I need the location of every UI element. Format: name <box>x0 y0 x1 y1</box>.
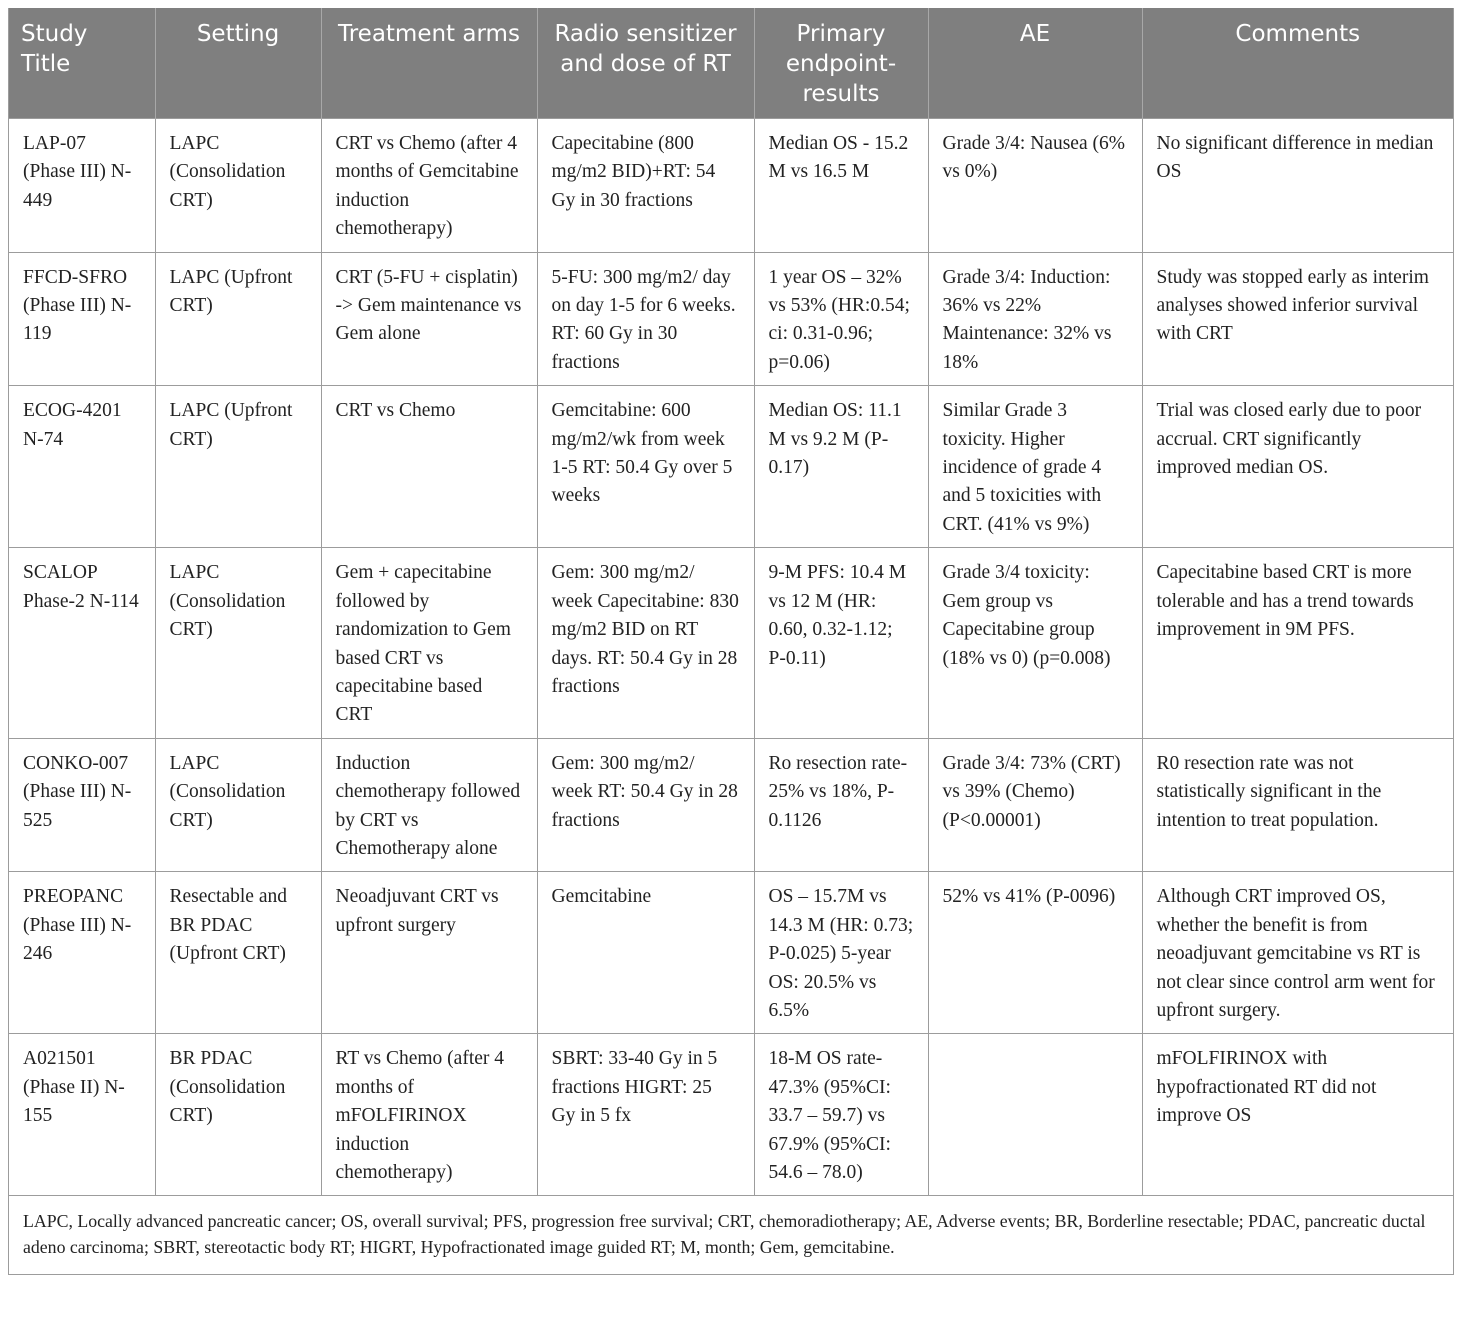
clinical-trials-table <box>9 8 1453 1274</box>
cell-treatment-arms: Neoadjuvant CRT vs upfront surgery <box>321 872 537 1034</box>
table-container <box>8 8 1454 1275</box>
header-comments: Comments <box>1142 8 1453 119</box>
table-row <box>9 548 1453 738</box>
header-ae: AE <box>928 8 1142 119</box>
cell-comments: Although CRT improved OS, whether the benefit is from neoadjuvant gemcitabine vs RT is not clear since control arm went for upfront surgery. <box>1142 872 1453 1034</box>
cell-treatment-arms: Induction chemotherapy followed by CRT vs Chemotherapy alone <box>321 738 537 872</box>
cell-radio-sensitizer: Gem: 300 mg/m2/ week RT: 50.4 Gy in 28 fractions <box>537 738 754 872</box>
cell-ae <box>928 1034 1142 1196</box>
cell-comments: mFOLFIRINOX with hypofractionated RT did not improve OS <box>1142 1034 1453 1196</box>
cell-ae: Grade 3/4: Induction: 36% vs 22% Maintenance: 32% vs 18% <box>928 252 1142 386</box>
header-study-title: Study Title <box>9 8 155 119</box>
cell-treatment-arms: CRT vs Chemo <box>321 386 537 548</box>
header-setting: Setting <box>155 8 321 119</box>
cell-comments: Trial was closed early due to poor accrual. CRT significantly improved median OS. <box>1142 386 1453 548</box>
cell-primary-endpoint: 9-M PFS: 10.4 M vs 12 M (HR: 0.60, 0.32-1.12; P-0.11) <box>754 548 928 738</box>
cell-radio-sensitizer: Gem: 300 mg/m2/ week Capecitabine: 830 mg/m2 BID on RT days. RT: 50.4 Gy in 28 fractions <box>537 548 754 738</box>
table-footnote: LAPC, Locally advanced pancreatic cancer; OS, overall survival; PFS, progression free survival; CRT, chemoradiotherapy; AE, Adverse events; BR, Borderline resectable; PDAC, pancreatic ductal adeno carcinoma; SBRT, stereotactic body RT; HIGRT, Hypofractionated image guided RT; M, month; Gem, gemcitabine. <box>9 1196 1453 1275</box>
header-radio-sensitizer: Radio sensitizer and dose of RT <box>537 8 754 119</box>
cell-study-title: CONKO-007 (Phase III) N-525 <box>9 738 155 872</box>
header-primary-endpoint: Primary endpoint-results <box>754 8 928 119</box>
table-row <box>9 252 1453 386</box>
cell-radio-sensitizer: SBRT: 33-40 Gy in 5 fractions HIGRT: 25 Gy in 5 fx <box>537 1034 754 1196</box>
cell-study-title: A021501 (Phase II) N-155 <box>9 1034 155 1196</box>
cell-treatment-arms: Gem + capecitabine followed by randomization to Gem based CRT vs capecitabine based CRT <box>321 548 537 738</box>
table-row <box>9 119 1453 253</box>
cell-treatment-arms: RT vs Chemo (after 4 months of mFOLFIRINOX induction chemotherapy) <box>321 1034 537 1196</box>
cell-ae: Grade 3/4: Nausea (6% vs 0%) <box>928 119 1142 253</box>
footnote-row <box>9 1196 1453 1275</box>
cell-treatment-arms: CRT vs Chemo (after 4 months of Gemcitabine induction chemotherapy) <box>321 119 537 253</box>
cell-setting: Resectable and BR PDAC (Upfront CRT) <box>155 872 321 1034</box>
cell-study-title: ECOG-4201 N-74 <box>9 386 155 548</box>
cell-comments: R0 resection rate was not statistically significant in the intention to treat population. <box>1142 738 1453 872</box>
cell-primary-endpoint: OS – 15.7M vs 14.3 M (HR: 0.73; P-0.025) 5-year OS: 20.5% vs 6.5% <box>754 872 928 1034</box>
cell-ae: Grade 3/4 toxicity: Gem group vs Capecitabine group (18% vs 0) (p=0.008) <box>928 548 1142 738</box>
cell-setting: BR PDAC (Consolidation CRT) <box>155 1034 321 1196</box>
cell-setting: LAPC (Upfront CRT) <box>155 386 321 548</box>
cell-primary-endpoint: Median OS: 11.1 M vs 9.2 M (P-0.17) <box>754 386 928 548</box>
cell-comments: Capecitabine based CRT is more tolerable and has a trend towards improvement in 9M PFS. <box>1142 548 1453 738</box>
cell-setting: LAPC (Consolidation CRT) <box>155 548 321 738</box>
cell-radio-sensitizer: 5-FU: 300 mg/m2/ day on day 1-5 for 6 weeks. RT: 60 Gy in 30 fractions <box>537 252 754 386</box>
header-treatment-arms: Treatment arms <box>321 8 537 119</box>
cell-setting: LAPC (Consolidation CRT) <box>155 738 321 872</box>
table-row <box>9 738 1453 872</box>
table-row <box>9 1034 1453 1196</box>
cell-study-title: LAP-07 (Phase III) N- 449 <box>9 119 155 253</box>
cell-ae: Grade 3/4: 73% (CRT) vs 39% (Chemo) (P<0.00001) <box>928 738 1142 872</box>
cell-radio-sensitizer: Gemcitabine: 600 mg/m2/wk from week 1-5 RT: 50.4 Gy over 5 weeks <box>537 386 754 548</box>
cell-treatment-arms: CRT (5-FU + cisplatin) -> Gem maintenance vs Gem alone <box>321 252 537 386</box>
cell-primary-endpoint: 18-M OS rate- 47.3% (95%CI: 33.7 – 59.7) vs 67.9% (95%CI: 54.6 – 78.0) <box>754 1034 928 1196</box>
cell-radio-sensitizer: Gemcitabine <box>537 872 754 1034</box>
cell-comments: Study was stopped early as interim analyses showed inferior survival with CRT <box>1142 252 1453 386</box>
cell-study-title: FFCD-SFRO (Phase III) N-119 <box>9 252 155 386</box>
cell-primary-endpoint: 1 year OS – 32% vs 53% (HR:0.54; ci: 0.31-0.96; p=0.06) <box>754 252 928 386</box>
cell-primary-endpoint: Ro resection rate- 25% vs 18%, P-0.1126 <box>754 738 928 872</box>
cell-study-title: PREOPANC (Phase III) N- 246 <box>9 872 155 1034</box>
cell-primary-endpoint: Median OS - 15.2 M vs 16.5 M <box>754 119 928 253</box>
cell-comments: No significant difference in median OS <box>1142 119 1453 253</box>
cell-study-title: SCALOP Phase-2 N-114 <box>9 548 155 738</box>
cell-radio-sensitizer: Capecitabine (800 mg/m2 BID)+RT: 54 Gy in 30 fractions <box>537 119 754 253</box>
cell-setting: LAPC (Consolidation CRT) <box>155 119 321 253</box>
cell-setting: LAPC (Upfront CRT) <box>155 252 321 386</box>
table-row <box>9 386 1453 548</box>
cell-ae: 52% vs 41% (P-0096) <box>928 872 1142 1034</box>
header-row <box>9 8 1453 119</box>
table-row <box>9 872 1453 1034</box>
cell-ae: Similar Grade 3 toxicity. Higher incidence of grade 4 and 5 toxicities with CRT. (41% vs 9%) <box>928 386 1142 548</box>
